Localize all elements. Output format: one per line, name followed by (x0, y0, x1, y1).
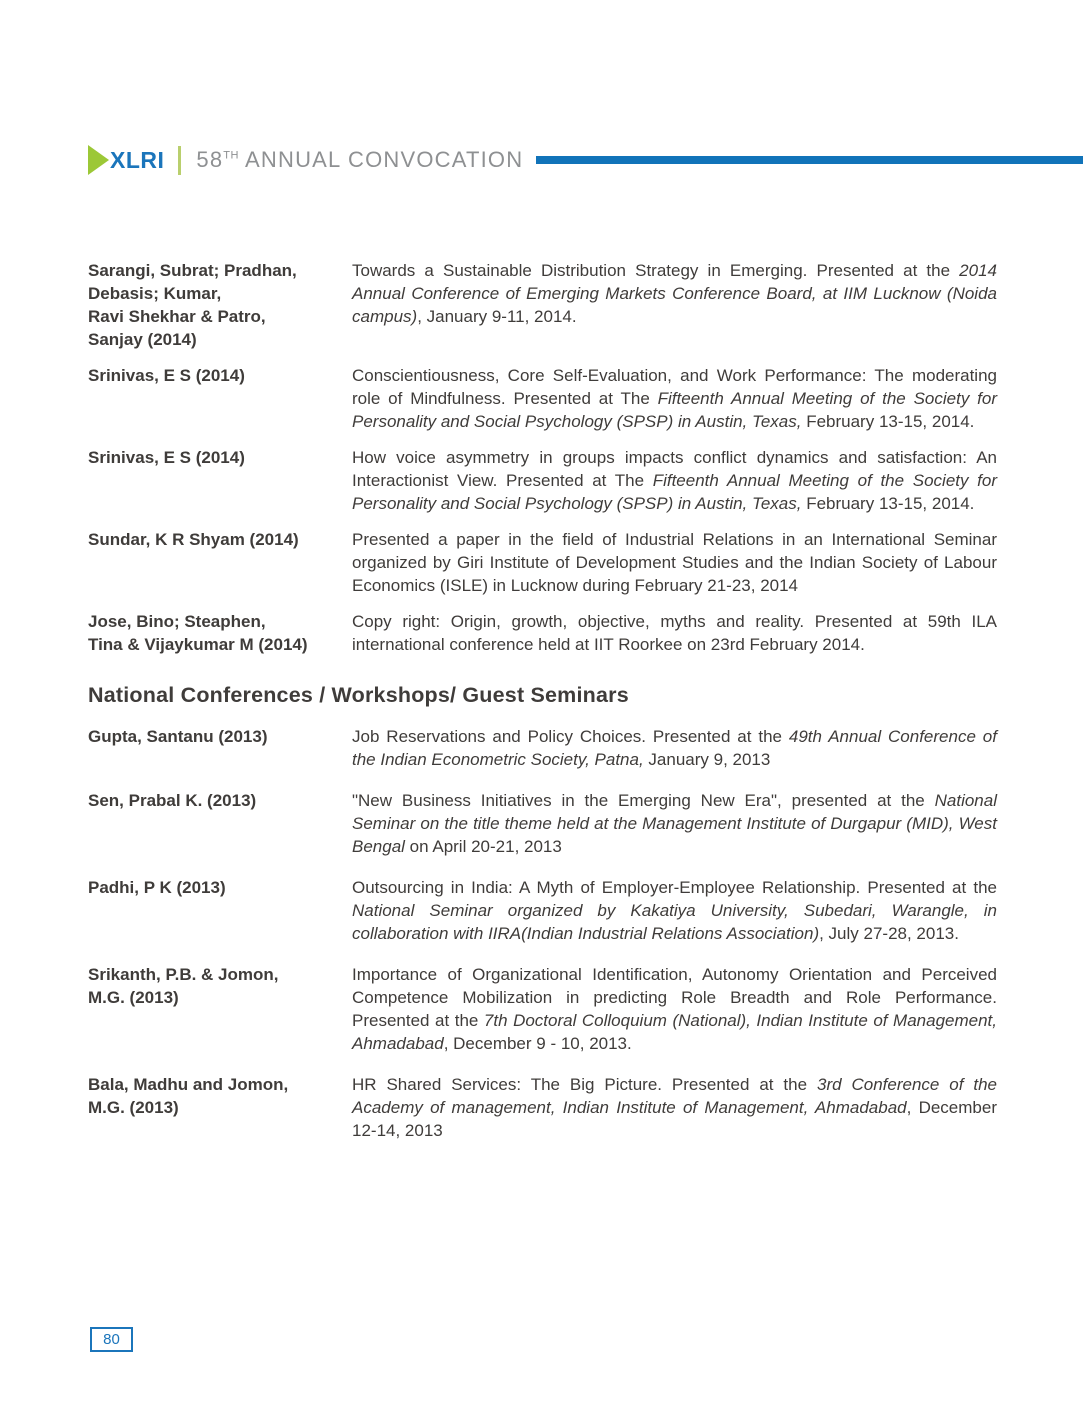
entry-description-text: January 9, 2013 (643, 750, 771, 769)
entry-description (352, 1073, 997, 1142)
entry-description-text: Presented a paper in the field of Industrial Relations in an International Seminar organized by Giri Institute of Development Studies and the Indian Society of Labour Economics (ISLE) in Lucknow during February 21-23, 2014 (352, 530, 997, 595)
entry-row (88, 610, 997, 656)
entry-description (352, 963, 997, 1055)
entry-description-venue-italic: 3rd Conference of the Academy of management, Indian Institute of Management, Ahmadabad (352, 1075, 997, 1117)
entry-description (352, 528, 997, 597)
entry-row (88, 963, 997, 1055)
header-title (196, 147, 523, 173)
entry-description-text: on April 20-21, 2013 (404, 837, 562, 856)
entry-description (352, 610, 997, 656)
entry-author (88, 259, 352, 351)
header-separator-bar (178, 146, 181, 175)
entry-author (88, 446, 352, 515)
entry-row (88, 789, 997, 858)
entry-description (352, 446, 997, 515)
page-header (88, 143, 1083, 177)
entry-author-line: M.G. (2013) (88, 988, 179, 1007)
entry-author-line: Jose, Bino; Steaphen, (88, 612, 266, 631)
entry-description-text: "New Business Initiatives in the Emerging New Era", presented at the (352, 791, 935, 810)
entry-author (88, 789, 352, 858)
entry-description (352, 876, 997, 945)
entry-author-line: Tina & Vijaykumar M (2014) (88, 635, 308, 654)
entry-description-venue-italic: 2014 Annual Conference of Emerging Markets Conference Board, at IIM Lucknow (Noida campus) (352, 261, 997, 326)
entry-author-line: Ravi Shekhar & Patro, (88, 307, 266, 326)
entry-description-text: Towards a Sustainable Distribution Strategy in Emerging. Presented at the (352, 261, 960, 280)
entry-description (352, 725, 997, 771)
entry-author-line: Srinivas, E S (2014) (88, 366, 245, 385)
entry-row (88, 364, 997, 433)
entry-description-text: February 13-15, 2014. (801, 412, 975, 431)
header-rule-line (536, 156, 1083, 164)
entry-row (88, 876, 997, 945)
entry-description-venue-italic: 7th Doctoral Colloquium (National), Indian Institute of Management, Ahmadabad (352, 1011, 997, 1053)
entry-description-text: HR Shared Services: The Big Picture. Presented at the (352, 1075, 817, 1094)
entry-description-text: Importance of Organizational Identification, Autonomy Orientation and Perceived Competence Mobilization in predicting Role Breadth and Role Performance. Presented at the (352, 965, 997, 1030)
section-heading-national: National Conferences / Workshops/ Guest Seminars (88, 683, 629, 707)
entry-author (88, 725, 352, 771)
page-number-badge (90, 1327, 133, 1352)
entry-description-venue-italic: 49th Annual Conference of the Indian Econometric Society, Patna, (352, 727, 997, 769)
entry-author (88, 1073, 352, 1142)
entry-description (352, 364, 997, 433)
header-title-number: 58 (196, 147, 224, 172)
entry-description (352, 789, 997, 858)
entry-row (88, 1073, 997, 1142)
entry-author-line: Padhi, P K (2013) (88, 878, 226, 897)
header-title-ordinal: TH (223, 149, 239, 162)
entry-author (88, 610, 352, 656)
entry-description-text: Copy right: Origin, growth, objective, myths and reality. Presented at 59th ILA international conference held at IIT Roorkee on 23rd February 2014. (352, 612, 997, 654)
entry-author-line: Debasis; Kumar, (88, 284, 222, 303)
entry-author-line: Sundar, K R Shyam (2014) (88, 530, 299, 549)
entry-author-line: M.G. (2013) (88, 1098, 179, 1117)
entry-row (88, 446, 997, 515)
entry-description-venue-italic: Fifteenth Annual Meeting of the Society for Personality and Social Psychology (SPSP) in Austin, Texas, (352, 471, 997, 513)
page-number: 80 (103, 1331, 120, 1348)
entry-description-venue-italic: National Seminar on the title theme held at the Management Institute of Durgapur (MID), West Bengal (352, 791, 997, 856)
entry-row (88, 259, 997, 351)
entries-top (88, 259, 997, 656)
entry-description-text: , December 9 - 10, 2013. (443, 1034, 632, 1053)
entry-author-line: Sarangi, Subrat; Pradhan, (88, 261, 297, 280)
entry-description-venue-italic: Fifteenth Annual Meeting of the Society for Personality and Social Psychology (SPSP) in Austin, Texas, (352, 389, 997, 431)
entry-author-line: Sanjay (2014) (88, 330, 197, 349)
entry-author (88, 963, 352, 1055)
entry-description-text: February 13-15, 2014. (801, 494, 975, 513)
publications-content (88, 259, 997, 1160)
entry-author-line: Sen, Prabal K. (2013) (88, 791, 257, 810)
entry-description (352, 259, 997, 351)
entry-description-text: , July 27-28, 2013. (819, 924, 959, 943)
entry-description-text: Conscientiousness, Core Self-Evaluation, and Work Performance: The moderating role of Mindfulness. Presented at The (352, 366, 997, 408)
entry-description-text: How voice asymmetry in groups impacts conflict dynamics and satisfaction: An Interactionist View. Presented at The (352, 448, 997, 490)
entry-description-text: Job Reservations and Policy Choices. Presented at the (352, 727, 789, 746)
entry-description-text: Outsourcing in India: A Myth of Employer-Employee Relationship. Presented at the (352, 878, 997, 897)
entry-row (88, 528, 997, 597)
entry-author (88, 876, 352, 945)
entry-author-line: Gupta, Santanu (2013) (88, 727, 268, 746)
entry-author (88, 364, 352, 433)
entries-national (88, 725, 997, 1142)
xlri-logo-text: XLRI (110, 146, 165, 173)
entry-row (88, 725, 997, 771)
header-title-text: ANNUAL CONVOCATION (238, 147, 524, 172)
entry-description-text: , January 9-11, 2014. (417, 307, 577, 326)
entry-description-venue-italic: National Seminar organized by Kakatiya University, Subedari, Warangle, in collaboration with IIRA(Indian Industrial Relations Association) (352, 901, 997, 943)
entry-author-line: Bala, Madhu and Jomon, (88, 1075, 289, 1094)
entry-author (88, 528, 352, 597)
xlri-logo-triangle-icon (88, 145, 109, 175)
entry-description-text: , December 12-14, 2013 (352, 1098, 997, 1140)
entry-author-line: Srinivas, E S (2014) (88, 448, 245, 467)
entry-author-line: Srikanth, P.B. & Jomon, (88, 965, 279, 984)
